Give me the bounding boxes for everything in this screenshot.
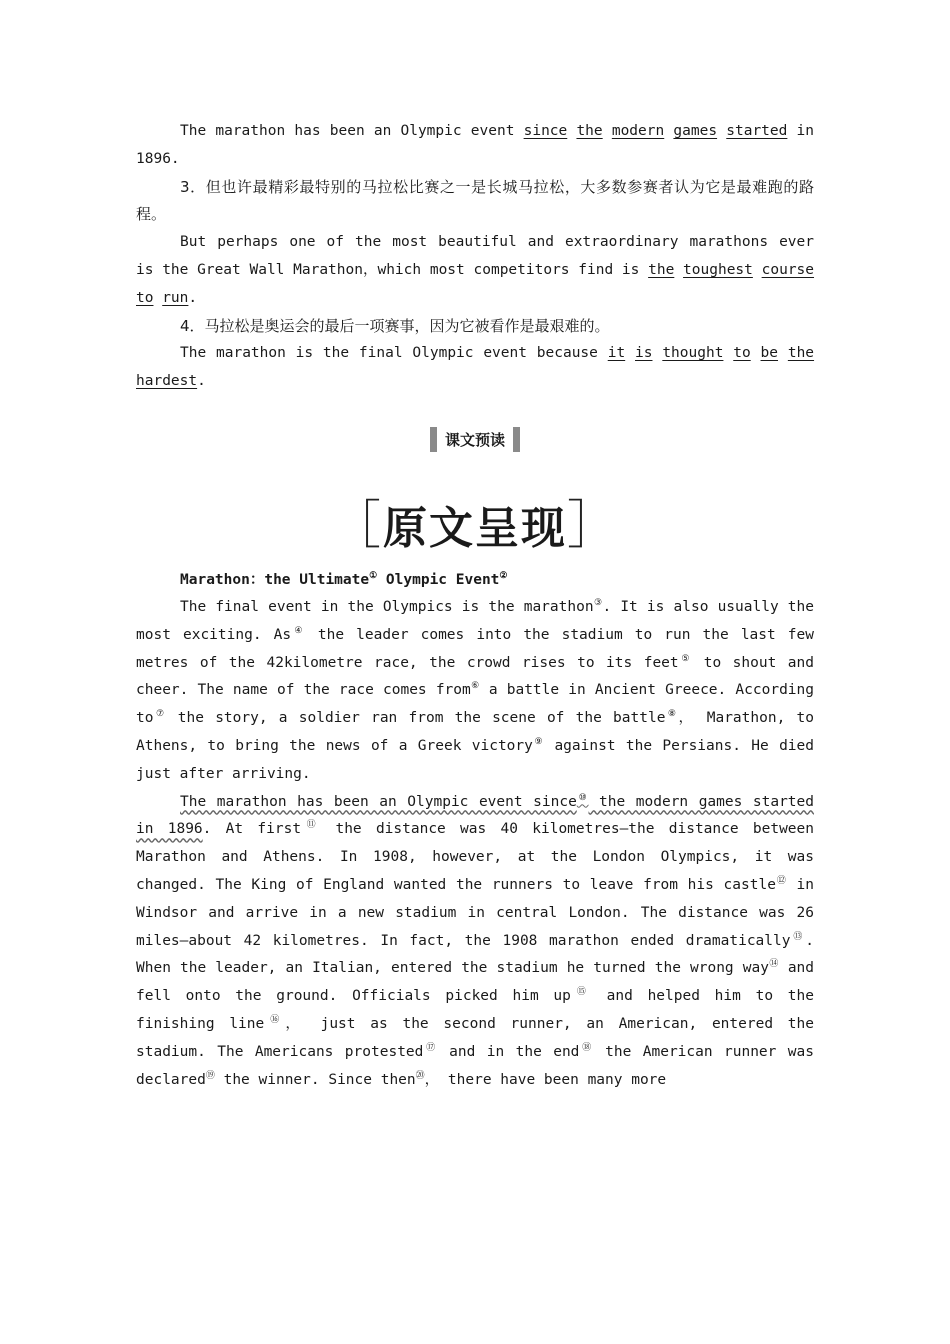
- item3-chinese-sentence: 3．但也许最精彩最特别的马拉松比赛之一是长城马拉松，大多数参赛者认为它是最难跑的路程。: [136, 177, 814, 224]
- footnote-marker: ⑳: [415, 1070, 425, 1081]
- sentence-text: .: [197, 373, 206, 390]
- footnote-marker: ⑱: [579, 1042, 594, 1053]
- tag-bar-left: [430, 427, 437, 452]
- underlined-answer-word: the: [576, 123, 603, 139]
- footnote-marker: ⑬: [790, 931, 806, 942]
- footnote-marker: ②: [499, 570, 508, 581]
- paragraph-text: the story, a soldier ran from the scene of the battle: [166, 710, 666, 727]
- underlined-answer-word: run: [162, 289, 189, 306]
- article-paragraph-1: [136, 594, 814, 789]
- paragraph-text: and in the end: [437, 1043, 580, 1060]
- item2-english-sentence: [136, 118, 814, 174]
- sentence-text: The marathon has been an Olympic event: [180, 123, 524, 139]
- paragraph-text: the distance was 40 kilometres—the distance between Marathon and Athens. In 1908, however, at the London Olympics, it was changed. The King of England wanted the runners to leave from his castle: [136, 821, 814, 893]
- paragraph-text: The final event in the Olympics is the marathon: [180, 598, 594, 615]
- underlined-answer-word: toughest: [683, 261, 753, 278]
- footnote-marker: ⑪: [301, 820, 322, 831]
- footnote-marker: ⑩: [576, 792, 589, 803]
- footnote-marker: ⑨: [532, 736, 545, 747]
- paragraph-text: a battle in Ancient Greece. According to: [136, 682, 814, 727]
- paragraph-text: . At first: [202, 821, 302, 838]
- underlined-answer-word: started: [726, 123, 788, 139]
- paragraph-text: in Windsor and arrive in a new stadium in central London. The distance was 26 miles—about 42 kilometres. In fact, the 1908 marathon ended dramatically: [136, 876, 814, 949]
- paragraph-text: . When the leader, an Italian, entered the stadium he turned the wrong way: [136, 932, 814, 977]
- section-tag-label: 课文预读: [444, 431, 505, 450]
- wavy-underlined-text: the modern games started in 1896: [136, 793, 814, 838]
- footnote-marker: ⑤: [678, 653, 693, 664]
- article-paragraph-2: [136, 789, 814, 1095]
- paragraph-text: ， just as the second runner, an American, entered the stadium. The Americans protested: [136, 1015, 814, 1060]
- paragraph-text: . It is also usually the most exciting. As: [136, 598, 814, 643]
- underlined-answer-word: be: [760, 345, 779, 362]
- underlined-answer-word: hardest: [136, 373, 198, 390]
- underlined-answer-word: thought: [662, 345, 724, 362]
- heading-text: 原文呈现: [383, 502, 567, 554]
- footnote-marker: ⑫: [775, 875, 787, 886]
- footnote-marker: ⑯: [264, 1014, 286, 1025]
- paragraph-text: to shout and cheer. The name of the race comes from: [136, 654, 814, 699]
- item3-english-sentence: [136, 229, 814, 312]
- item4-english-sentence: [136, 340, 814, 396]
- paragraph-text: and fell onto the ground. Officials picked him up: [136, 960, 815, 1005]
- article-title: [136, 566, 814, 594]
- paragraph-text: ， there have been many more: [424, 1071, 667, 1088]
- document-page: [136, 118, 814, 1094]
- underlined-answer-word: is: [635, 345, 653, 362]
- sentence-text: The marathon is the final Olympic event because: [180, 345, 608, 362]
- paragraph-text: and helped him to the finishing line: [136, 988, 814, 1032]
- sentence-text: in 1896.: [136, 123, 815, 167]
- right-bracket: ］: [567, 495, 622, 556]
- sentence-text: .: [188, 289, 198, 306]
- footnote-marker: ⑭: [768, 959, 779, 970]
- paragraph-text: against the Persians. He died just after arriving.: [136, 737, 814, 782]
- underlined-answer-word: course: [761, 261, 815, 278]
- footnote-marker: ⑥: [470, 681, 480, 692]
- item4-chinese-sentence: 4．马拉松是奥运会的最后一项赛事，因为它被看作是最艰难的。: [180, 316, 610, 335]
- underlined-answer-word: modern: [611, 123, 665, 139]
- paragraph-text: ， Marathon, to Athens, to bring the news of a Greek victory: [136, 710, 814, 754]
- underlined-answer-word: since: [523, 123, 568, 139]
- footnote-marker: ④: [291, 625, 306, 636]
- title-text: Marathon：the Ultimate: [180, 571, 370, 588]
- tag-bar-right: [513, 427, 520, 452]
- footnote-marker: ⑮: [570, 987, 592, 998]
- paragraph-text: the American runner was declared: [136, 1043, 814, 1088]
- footnote-marker: ⑦: [153, 709, 167, 720]
- underlined-answer-word: the: [787, 345, 815, 362]
- underlined-answer-word: to: [733, 345, 751, 362]
- title-text: Olympic Event: [377, 571, 500, 588]
- answer-blanks: [524, 123, 788, 139]
- left-bracket: ［: [328, 495, 383, 556]
- original-text-heading: [136, 494, 814, 558]
- section-tag: [136, 426, 814, 454]
- footnote-marker: ⑰: [423, 1042, 438, 1053]
- paragraph-text: the winner. Since then: [214, 1071, 416, 1088]
- footnote-marker: ③: [593, 597, 603, 608]
- wavy-underlined-text: The marathon has been an Olympic event since: [180, 793, 577, 810]
- sentence-text: But perhaps one of the most beautiful and extraordinary marathons ever is the Great Wall Marathon，which most competitors find is: [136, 234, 814, 278]
- underlined-answer-word: games: [673, 123, 718, 139]
- footnote-marker: ⑧: [665, 709, 679, 720]
- footnote-marker: ①: [369, 570, 378, 581]
- underlined-answer-word: to: [136, 289, 154, 306]
- underlined-answer-word: the: [648, 261, 675, 278]
- underlined-answer-word: it: [607, 345, 626, 362]
- footnote-marker: ⑲: [205, 1070, 215, 1081]
- paragraph-text: the leader comes into the stadium to run the last few metres of the 42kilometre race, the crowd rises to its feet: [136, 626, 814, 671]
